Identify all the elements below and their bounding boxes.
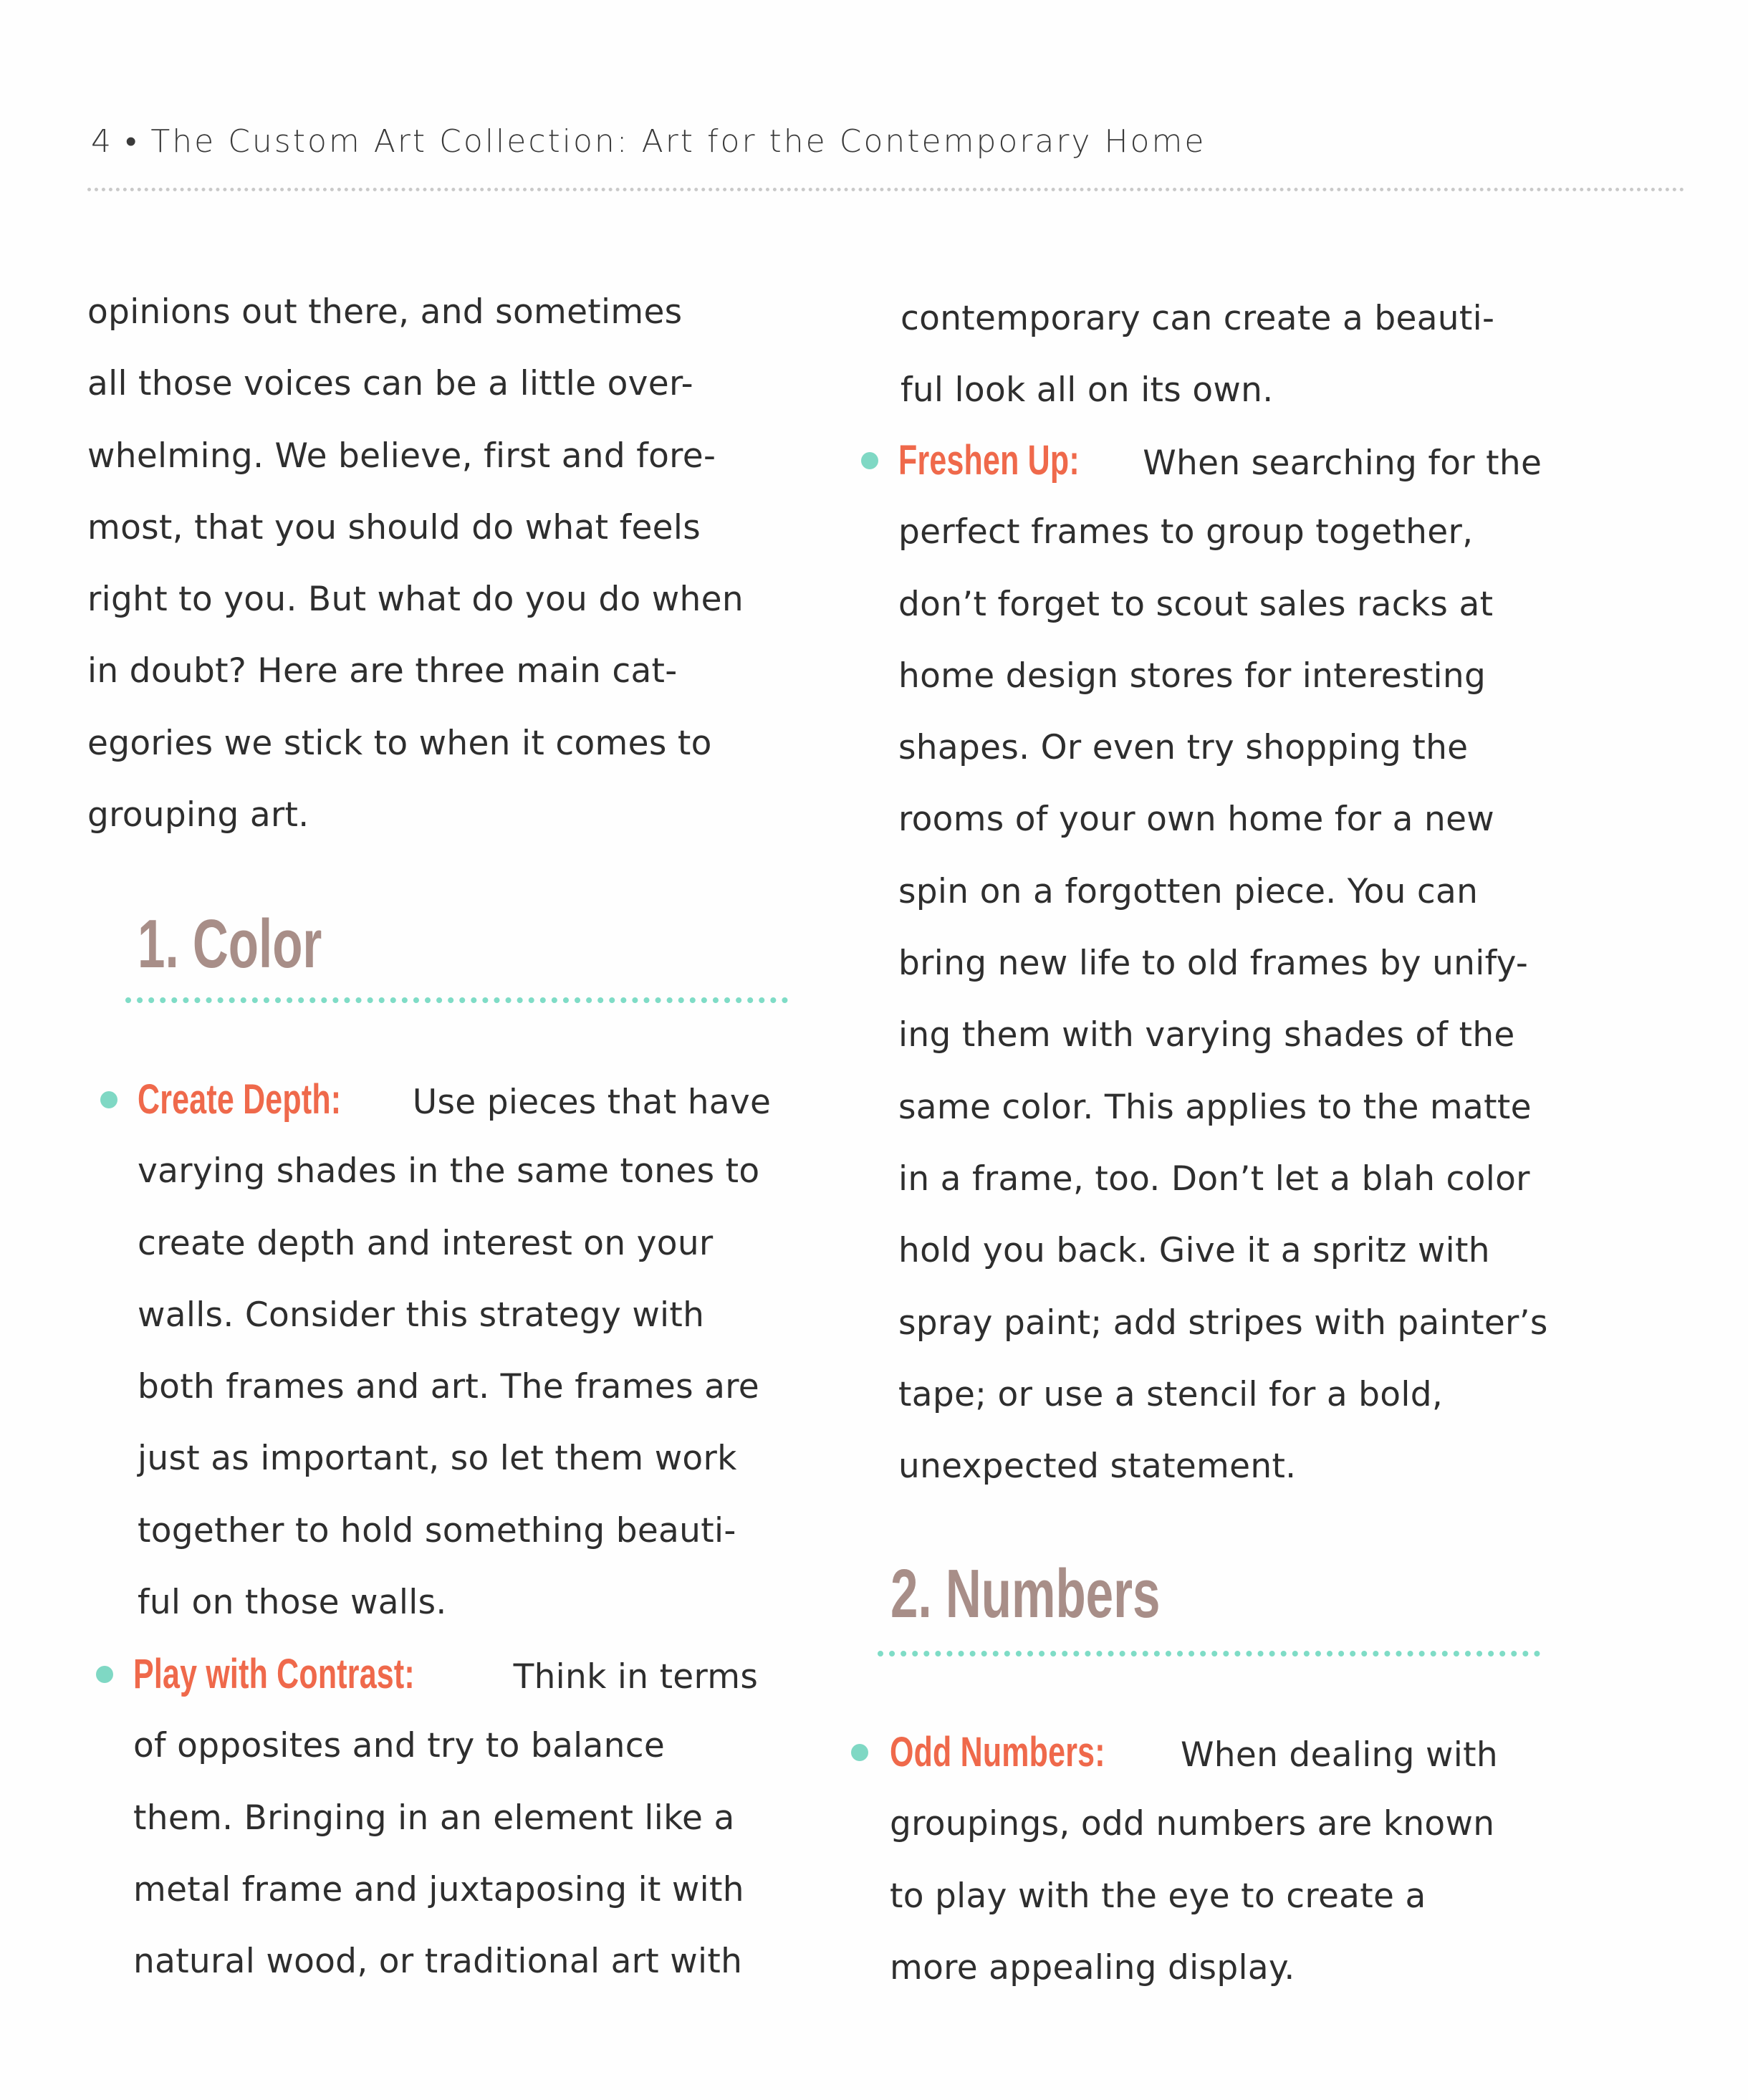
heading-dotted-rule bbox=[878, 1651, 1540, 1656]
text-line: together to hold something beauti- bbox=[138, 1510, 736, 1550]
text-line: rooms of your own home for a new bbox=[898, 800, 1495, 840]
text-line: opinions out there, and sometimes bbox=[87, 292, 683, 332]
text-line: whelming. We believe, first and fore- bbox=[87, 436, 716, 476]
text-line: them. Bringing in an element like a bbox=[133, 1798, 735, 1838]
text-line: egories we stick to when it comes to bbox=[87, 723, 712, 763]
text-line: groupings, odd numbers are known bbox=[890, 1804, 1495, 1844]
continued-paragraph bbox=[901, 283, 1494, 427]
bullet-item-play-with-contrast bbox=[133, 1639, 758, 1998]
text-line: just as important, so let them work bbox=[138, 1439, 737, 1479]
text-line: same color. This applies to the matte bbox=[898, 1087, 1532, 1127]
text-line: Use pieces that have bbox=[401, 1083, 772, 1122]
text-line: When dealing with bbox=[1169, 1735, 1498, 1775]
header-divider bbox=[87, 188, 1685, 191]
text-line: create depth and interest on your bbox=[138, 1223, 714, 1263]
bullet-item-odd-numbers bbox=[890, 1717, 1498, 2004]
bullet-icon bbox=[100, 1091, 117, 1108]
text-line: grouping art. bbox=[87, 795, 309, 835]
section-heading-color: 1. Color bbox=[138, 906, 322, 982]
text-line: ful look all on its own. bbox=[901, 370, 1274, 411]
text-line: contemporary can create a beauti- bbox=[901, 299, 1495, 338]
bullet-icon bbox=[851, 1744, 868, 1761]
text-line: When searching for the bbox=[1132, 444, 1542, 483]
text-line: to play with the eye to create a bbox=[890, 1876, 1426, 1916]
bullet-label: Odd Numbers: bbox=[890, 1729, 1105, 1775]
text-line: both frames and art. The frames are bbox=[138, 1367, 759, 1407]
text-line: unexpected statement. bbox=[898, 1447, 1297, 1487]
text-line: spray paint; add stripes with painter’s bbox=[898, 1303, 1548, 1343]
bullet-label: Freshen Up: bbox=[898, 437, 1080, 484]
text-line: of opposites and try to balance bbox=[133, 1726, 666, 1766]
bullet-icon bbox=[96, 1666, 113, 1683]
text-line: ful on those walls. bbox=[138, 1583, 447, 1623]
text-line: ing them with varying shades of the bbox=[898, 1015, 1515, 1055]
text-line: metal frame and juxtaposing it with bbox=[133, 1869, 744, 1909]
text-line: all those voices can be a little over- bbox=[87, 364, 693, 404]
text-line: walls. Consider this strategy with bbox=[138, 1295, 705, 1335]
bullet-item-freshen-up bbox=[898, 425, 1548, 1502]
bullet-label: Play with Contrast: bbox=[133, 1651, 415, 1697]
text-line: in doubt? Here are three main cat- bbox=[87, 651, 678, 691]
text-line: spin on a forgotten piece. You can bbox=[898, 871, 1479, 911]
bullet-item-create-depth bbox=[138, 1064, 771, 1639]
text-line: in a frame, too. Don’t let a blah color bbox=[898, 1159, 1530, 1199]
heading-dotted-rule bbox=[125, 997, 788, 1003]
text-line: perfect frames to group together, bbox=[898, 512, 1474, 552]
bullet-label: Create Depth: bbox=[138, 1076, 342, 1123]
section-heading-numbers: 2. Numbers bbox=[890, 1555, 1161, 1632]
text-line: Think in terms bbox=[502, 1657, 759, 1697]
text-line: hold you back. Give it a spritz with bbox=[898, 1231, 1490, 1271]
text-line: varying shades in the same tones to bbox=[138, 1151, 760, 1192]
text-line: more appealing display. bbox=[890, 1947, 1295, 1988]
text-line: most, that you should do what feels bbox=[87, 507, 701, 547]
text-line: natural wood, or traditional art with bbox=[133, 1942, 743, 1982]
intro-paragraph bbox=[87, 277, 744, 851]
bullet-icon bbox=[861, 452, 878, 469]
running-header: 4 • The Custom Art Collection: Art for the Contemporary Home bbox=[91, 123, 1206, 160]
text-line: bring new life to old frames by unify- bbox=[898, 944, 1529, 984]
text-line: don’t forget to scout sales racks at bbox=[898, 584, 1494, 624]
text-line: shapes. Or even try shopping the bbox=[898, 728, 1469, 768]
text-line: right to you. But what do you do when bbox=[87, 580, 744, 620]
text-line: home design stores for interesting bbox=[898, 656, 1487, 696]
text-line: tape; or use a stencil for a bold, bbox=[898, 1374, 1444, 1414]
